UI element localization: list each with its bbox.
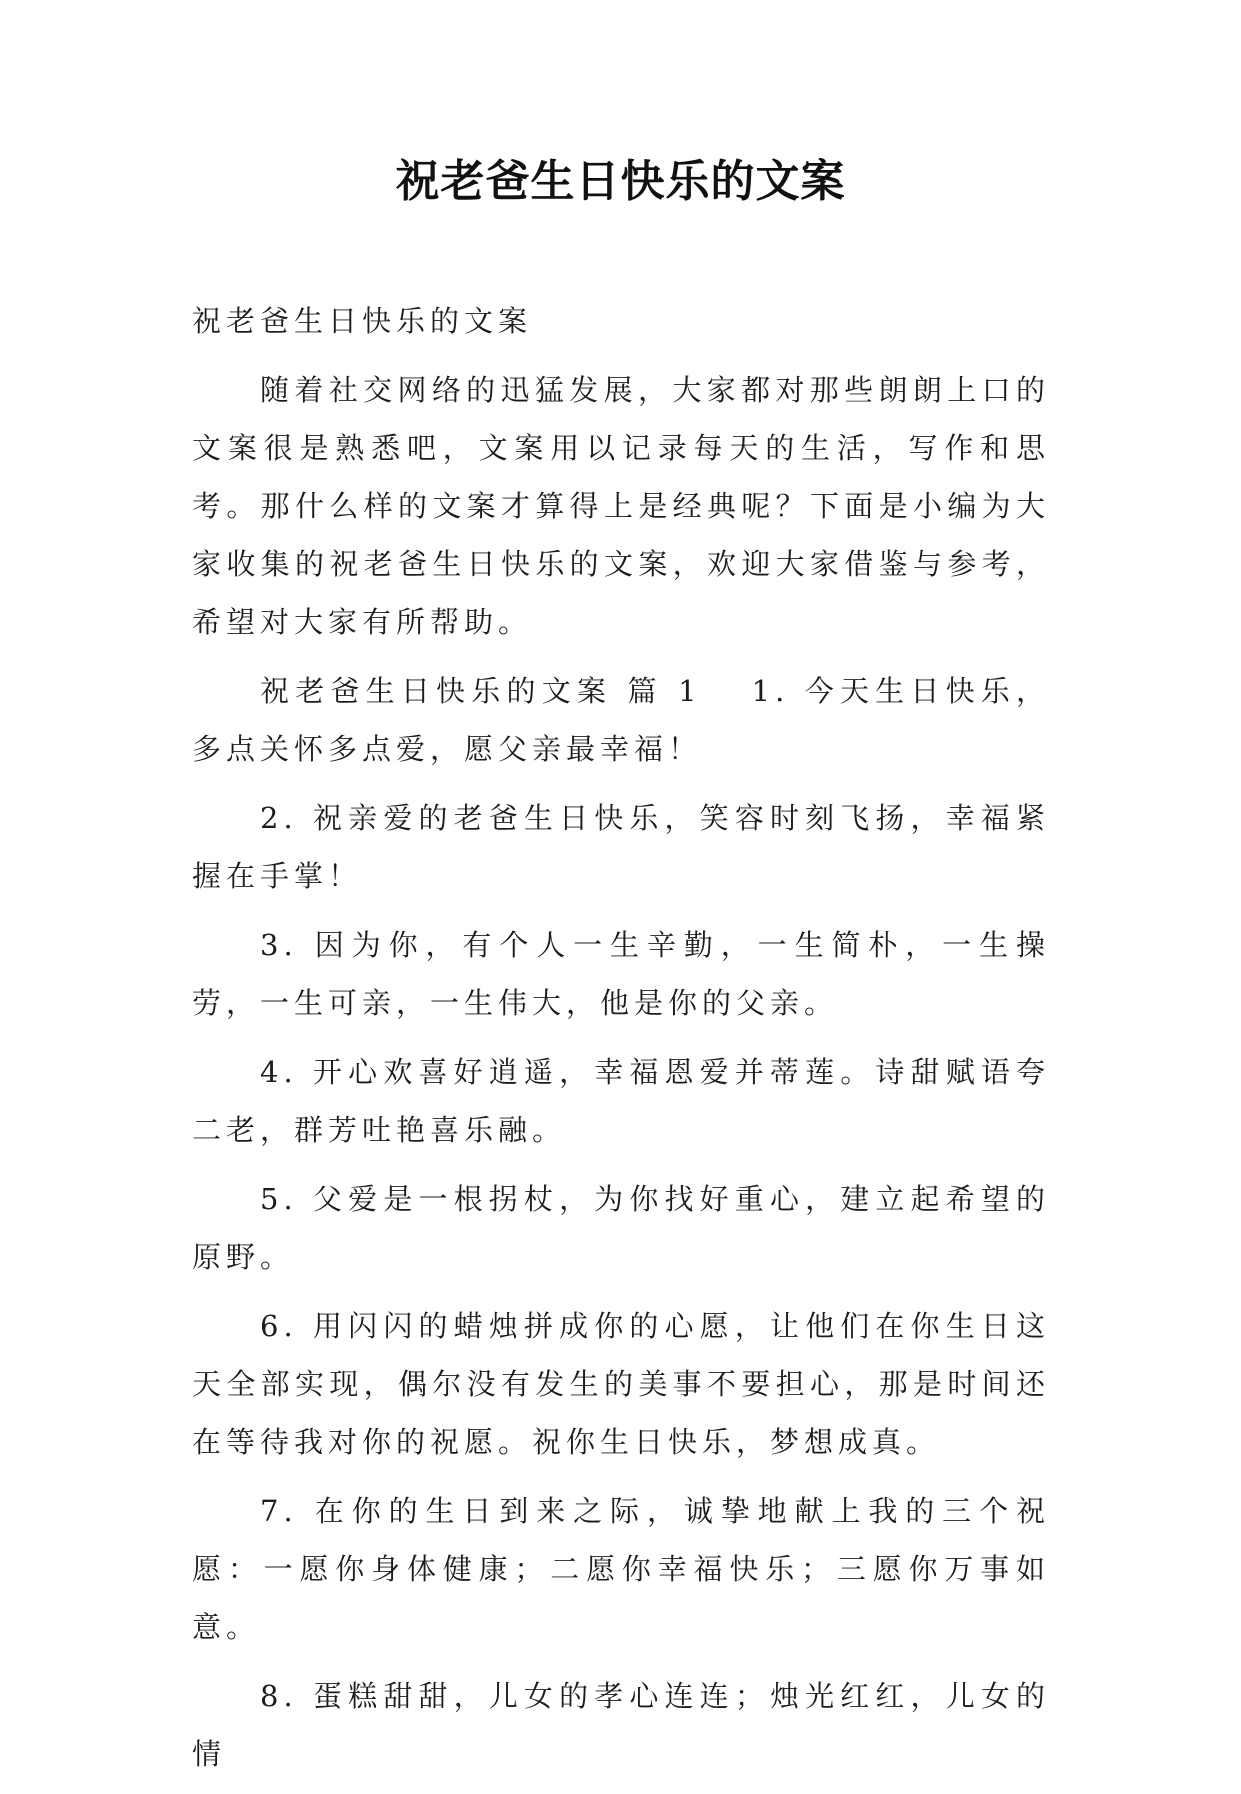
list-item-3: 3. 因为你，有个人一生辛勤，一生简朴，一生操劳，一生可亲，一生伟大，他是你的父亲。	[192, 928, 1050, 1020]
section-first-paragraph	[192, 662, 1050, 778]
list-item-7: 7. 在你的生日到来之际，诚挚地献上我的三个祝愿：一愿你身体健康；二愿你幸福快乐；三愿你万事如意。	[192, 1494, 1050, 1644]
document-subtitle: 祝老爸生日快乐的文案	[192, 304, 533, 338]
list-item-6: 6. 用闪闪的蜡烛拼成你的心愿，让他们在你生日这天全部实现，偶尔没有发生的美事不要担心，那是时间还在等待我对你的祝愿。祝你生日快乐，梦想成真。	[192, 1309, 1050, 1459]
section-heading: 祝老爸生日快乐的文案 篇 1	[260, 674, 702, 708]
list-item-1: 1. 今天生日快乐，多点关怀多点爱，愿父亲最幸福！	[192, 674, 1051, 766]
list-item-4: 4. 开心欢喜好逍遥，幸福恩爱并蒂莲。诗甜赋语夸二老，群芳吐艳喜乐融。	[192, 1055, 1050, 1147]
document-title: 祝老爸生日快乐的文案	[395, 156, 846, 207]
list-item-8: 8. 蛋糕甜甜，儿女的孝心连连；烛光红红，儿女的情	[192, 1679, 1050, 1771]
intro-paragraph: 随着社交网络的迅猛发展，大家都对那些朗朗上口的文案很是熟悉吧，文案用以记录每天的生活，写作和思考。那什么样的文案才算得上是经典呢？下面是小编为大家收集的祝老爸生日快乐的文案，欢迎大家借鉴与参考，希望对大家有所帮助。	[192, 373, 1050, 639]
document-body	[192, 292, 1050, 1794]
list-item-2: 2. 祝亲爱的老爸生日快乐，笑容时刻飞扬，幸福紧握在手掌！	[192, 801, 1050, 893]
list-item-5: 5. 父爱是一根拐杖，为你找好重心，建立起希望的原野。	[192, 1182, 1050, 1274]
